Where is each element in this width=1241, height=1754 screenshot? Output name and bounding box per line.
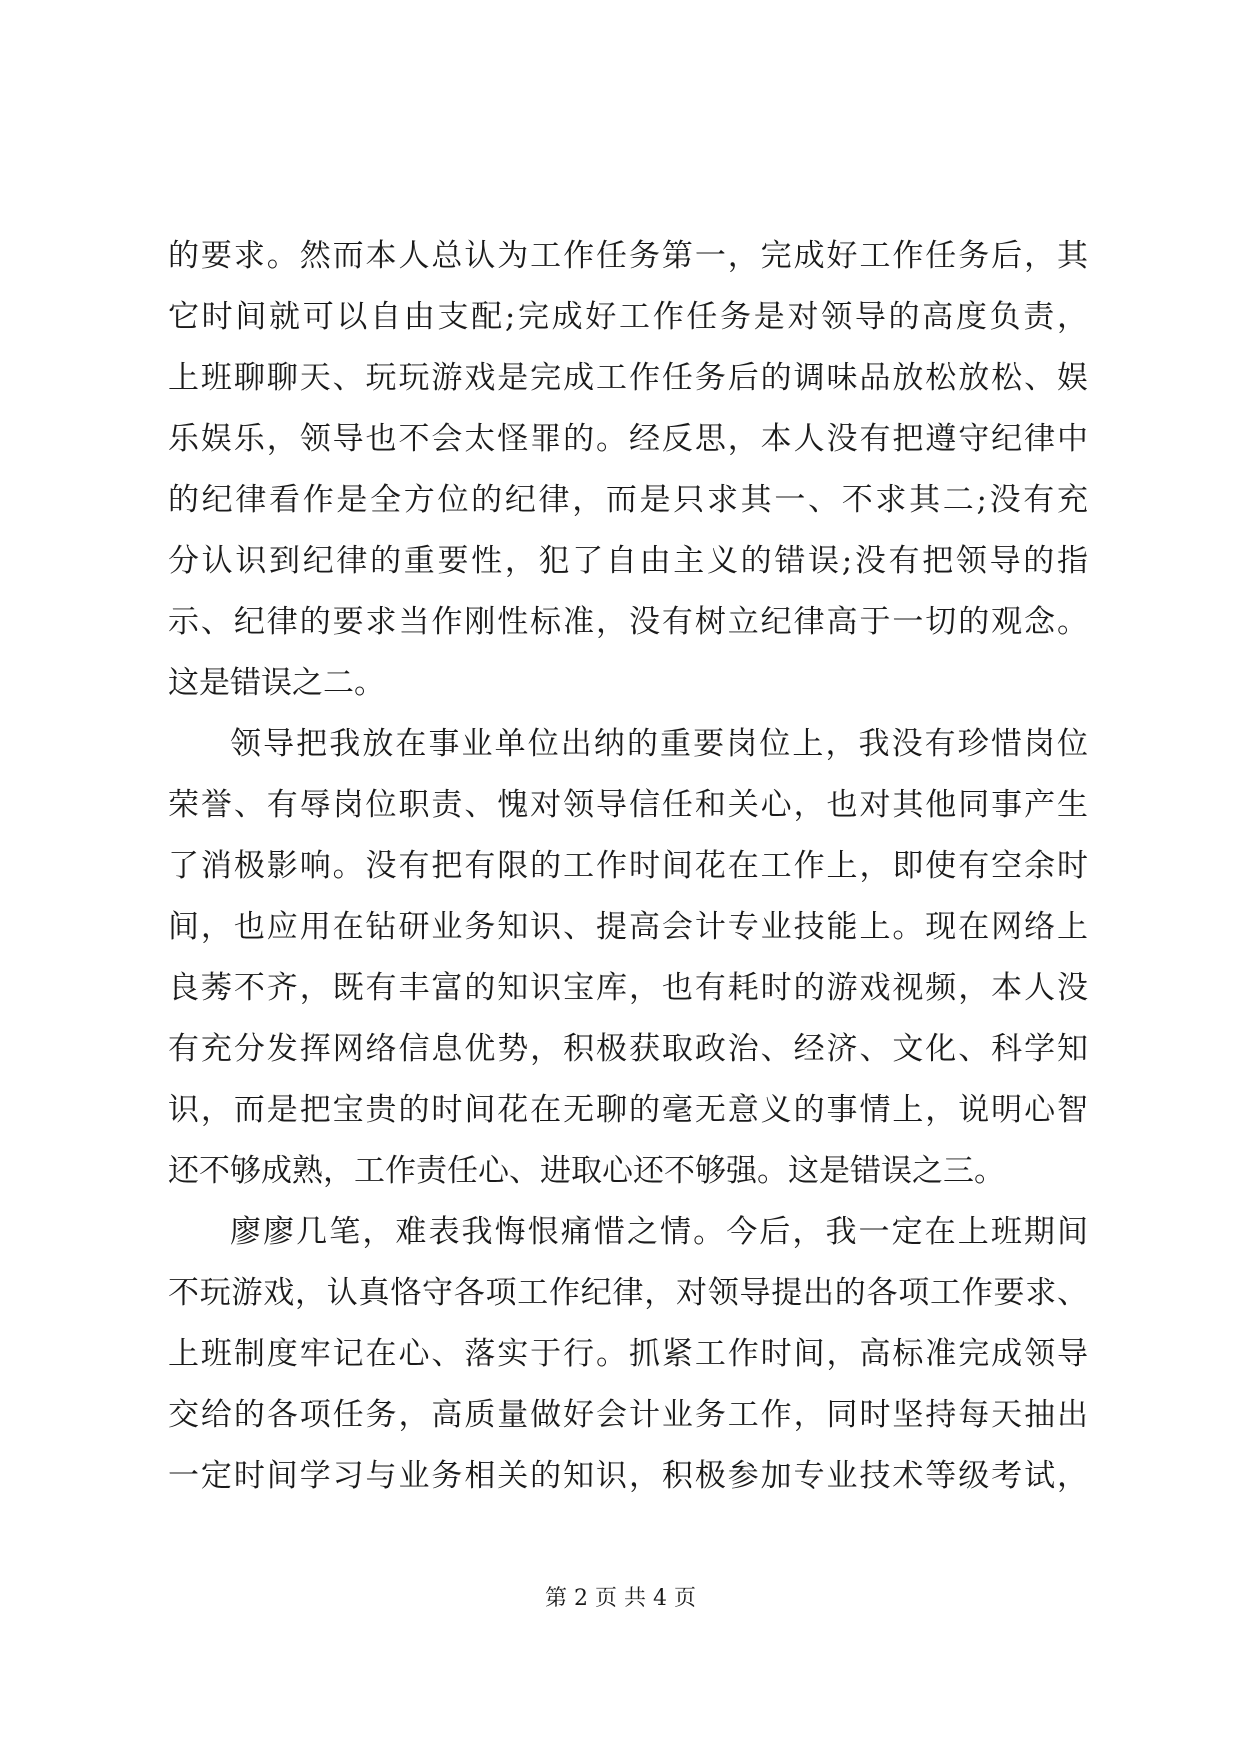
text-line: 不玩游戏，认真恪守各项工作纪律，对领导提出的各项工作要求、: [168, 1275, 1088, 1311]
text-line: 这是错误之二。: [168, 665, 385, 701]
text-line: 上班聊聊天、玩玩游戏是完成工作任务后的调味品放松放松、娱: [168, 360, 1088, 396]
text-line: 识，而是把宝贵的时间花在无聊的毫无意义的事情上，说明心智: [168, 1092, 1088, 1128]
page-footer: 第 2 页 共 4 页: [545, 1586, 696, 1611]
text-line: 乐娱乐，领导也不会太怪罪的。经反思，本人没有把遵守纪律中: [168, 421, 1088, 457]
text-line: 示、纪律的要求当作刚性标准，没有树立纪律高于一切的观念。: [168, 604, 1088, 640]
text-line: 良莠不齐，既有丰富的知识宝库，也有耗时的游戏视频，本人没: [168, 970, 1088, 1006]
text-line: 一定时间学习与业务相关的知识，积极参加专业技术等级考试，: [168, 1458, 1088, 1494]
text-line: 领导把我放在事业单位出纳的重要岗位上，我没有珍惜岗位: [230, 726, 1088, 762]
text-line: 还不够成熟，工作责任心、进取心还不够强。这是错误之三。: [168, 1153, 1005, 1189]
text-line: 有充分发挥网络信息优势，积极获取政治、经济、文化、科学知: [168, 1031, 1088, 1067]
text-line: 交给的各项任务，高质量做好会计业务工作，同时坚持每天抽出: [168, 1397, 1088, 1433]
text-line: 的纪律看作是全方位的纪律，而是只求其一、不求其二;没有充: [168, 482, 1088, 518]
text-line: 间，也应用在钻研业务知识、提高会计专业技能上。现在网络上: [168, 909, 1088, 945]
text-line: 了消极影响。没有把有限的工作时间花在工作上，即使有空余时: [168, 848, 1088, 884]
text-line: 上班制度牢记在心、落实于行。抓紧工作时间，高标准完成领导: [168, 1336, 1088, 1372]
text-line: 荣誉、有辱岗位职责、愧对领导信任和关心，也对其他同事产生: [168, 787, 1088, 823]
text-line: 廖廖几笔，难表我悔恨痛惜之情。今后，我一定在上班期间: [230, 1214, 1088, 1250]
text-line: 它时间就可以自由支配;完成好工作任务是对领导的高度负责，: [168, 299, 1088, 335]
text-line: 的要求。然而本人总认为工作任务第一，完成好工作任务后，其: [168, 238, 1088, 274]
text-line: 分认识到纪律的重要性，犯了自由主义的错误;没有把领导的指: [168, 543, 1088, 579]
document-body: [168, 226, 1088, 1507]
